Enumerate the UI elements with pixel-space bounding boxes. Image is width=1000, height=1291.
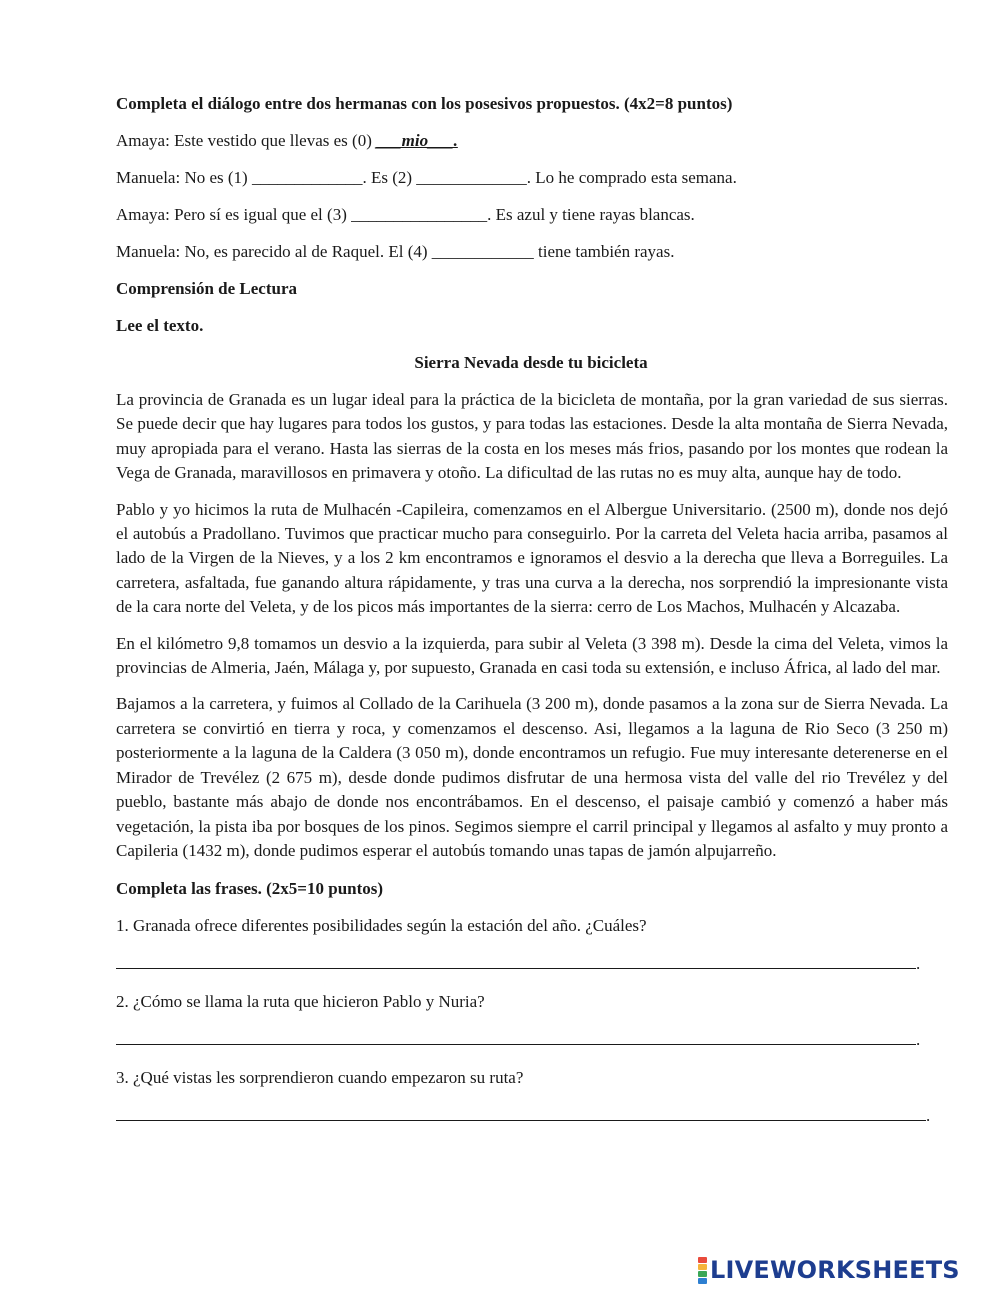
- question-3: 3. ¿Qué vistas les sorprendieron cuando empezaron su ruta?: [116, 1068, 524, 1088]
- logo-blocks-icon: [698, 1257, 707, 1284]
- answer-line-1[interactable]: [116, 952, 948, 990]
- answer-line-3-end: .: [926, 1106, 931, 1126]
- exercise1-instruction: Completa el diálogo entre dos hermanas con los posesivos propuestos. (4x2=8 puntos): [116, 94, 733, 113]
- question-2: 2. ¿Cómo se llama la ruta que hicieron Pablo y Nuria?: [116, 992, 485, 1012]
- dialogue-line-0: [116, 129, 948, 166]
- logo-text: LIVEWORKSHEETS: [710, 1256, 960, 1284]
- answer-rule-3[interactable]: [116, 1104, 926, 1121]
- dialogue-line-3[interactable]: Manuela: No, es parecido al de Raquel. El (4) ____________ tiene también rayas.: [116, 242, 675, 261]
- answer-line-1-end: .: [916, 954, 921, 974]
- exercise2-instruction: Completa las frases. (2x5=10 puntos): [116, 879, 384, 899]
- reading-section-title: Comprensión de Lectura: [116, 279, 298, 298]
- dialogue-line-0-prefix: Amaya: Este vestido que llevas es (0): [116, 131, 377, 150]
- answer-line-3[interactable]: [116, 1104, 948, 1142]
- answer-line-2[interactable]: [116, 1028, 948, 1066]
- reading-instruction: Lee el texto.: [116, 316, 204, 335]
- reading-paragraph-1: La provincia de Granada es un lugar ideal para la práctica de la bicicleta de montaña, por la gran variedad de sus sierras. Se puede decir que hay lugares para todos los gustos, y para todas las estaciones. Desde la alta montaña de Sierra Nevada, muy apropiada para el verano. Hasta las sierras de la costa en los meses más frios, pasando por los montes que rodean la Vega de Granada, maravillosos en primavera y otoño. La dificultad de las rutas no es muy alta, aunque hay de todo.: [116, 390, 948, 483]
- dialogue-line-2[interactable]: Amaya: Pero sí es igual que el (3) ________________. Es azul y tiene rayas blancas.: [116, 205, 695, 224]
- answer-line-2-end: .: [916, 1030, 921, 1050]
- reading-paragraph-3: En el kilómetro 9,8 tomamos un desvio a la izquierda, para subir al Veleta (3 398 m). Desde la cima del Veleta, vimos la provincias de Almeria, Jaén, Málaga y, por supuesto, Granada en casi toda su extensión, e incluso África, al lado del mar.: [116, 633, 948, 678]
- answer-field-0[interactable]: ___mio___.: [376, 131, 458, 150]
- worksheet-page: [116, 92, 948, 1142]
- answer-rule-1[interactable]: [116, 952, 916, 969]
- reading-title: Sierra Nevada desde tu bicicleta: [414, 353, 648, 372]
- question-1: 1. Granada ofrece diferentes posibilidades según la estación del año. ¿Cuáles?: [116, 916, 647, 936]
- dialogue-line-1[interactable]: Manuela: No es (1) _____________. Es (2) _____________. Lo he comprado esta semana.: [116, 168, 737, 187]
- reading-paragraph-4: Bajamos a la carretera, y fuimos al Collado de la Carihuela (3 200 m), donde pasamos a la zona sur de Sierra Nevada. La carretera se convirtió en tierra y roca, y comenzamos el descenso. Asi, llegamos a la laguna de Rio Seco (3 250 m) posteriormente a la laguna de la Caldera (3 050 m), donde encontramos un refugio. Fue muy interesante deterenerse en el Mirador de Trevélez (2 675 m), desde donde pudimos disfrutar de una hermosa vista del valle del rio Trevélez y del pueblo, bastante más abajo de donde nos encontrábamos. En el descenso, el paisaje cambió y comenzó a haber más vegetación, la pista iba por bosques de los pinos. Segimos siempre el carril principal y llegamos al asfalto y muy pronto a Capileria (1432 m), donde pudimos esperar el autobús tomando unas tapas de jamón alpujarreño.: [116, 694, 948, 860]
- answer-rule-2[interactable]: [116, 1028, 916, 1045]
- reading-paragraph-2: Pablo y yo hicimos la ruta de Mulhacén -Capileira, comenzamos en el Albergue Universitario. (2500 m), donde nos dejó el autobús a Pradollano. Tuvimos que practicar mucho para conseguirlo. Por la carreta del Veleta hacia arriba, pasamos al lado de la Virgen de la Nieves, y a los 2 km encontramos e ignoramos el desvio a la derecha que lleva a Borreguiles. La carretera, asfaltada, fue ganando altura rápidamente, y tras una curva a la derecha, nos sorprendió la impresionante vista de la cara norte del Veleta, y de los picos más importantes de la sierra: cerro de Los Machos, Mulhacén y Alcazaba.: [116, 499, 948, 617]
- liveworksheets-logo: [698, 1253, 960, 1287]
